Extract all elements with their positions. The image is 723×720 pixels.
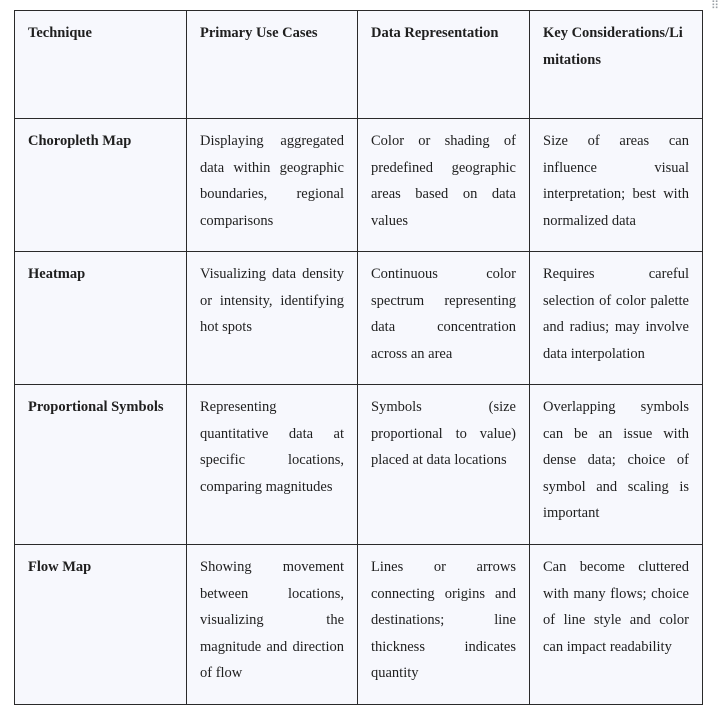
cell-technique: Proportional Symbols [15, 385, 187, 545]
cell-representation: Continuous color spectrum representing data concentration across an area [358, 252, 530, 385]
header-data-representation: Data Representation [358, 11, 530, 119]
table-row [15, 252, 703, 385]
header-technique: Technique [15, 11, 187, 119]
drag-handle-icon[interactable]: ⠿ [710, 0, 719, 12]
cell-representation: Lines or arrows connecting origins and destinations; line thickness indicates quantity [358, 545, 530, 705]
comparison-table [14, 10, 703, 705]
table-row [15, 545, 703, 705]
header-key-considerations: Key Considerations/Limitations [530, 11, 703, 119]
cell-use-cases: Representing quantitative data at specific locations, comparing magnitudes [187, 385, 358, 545]
cell-technique: Flow Map [15, 545, 187, 705]
cell-considerations: Overlapping symbols can be an issue with dense data; choice of symbol and scaling is important [530, 385, 703, 545]
cell-technique: Choropleth Map [15, 119, 187, 252]
comparison-table-container [14, 10, 702, 705]
table-header-row [15, 11, 703, 119]
table-row [15, 119, 703, 252]
cell-use-cases: Displaying aggregated data within geographic boundaries, regional comparisons [187, 119, 358, 252]
cell-representation: Color or shading of predefined geographic areas based on data values [358, 119, 530, 252]
header-primary-use-cases: Primary Use Cases [187, 11, 358, 119]
cell-use-cases: Visualizing data density or intensity, identifying hot spots [187, 252, 358, 385]
cell-technique: Heatmap [15, 252, 187, 385]
cell-considerations: Size of areas can influence visual interpretation; best with normalized data [530, 119, 703, 252]
cell-representation: Symbols (size proportional to value) placed at data locations [358, 385, 530, 545]
cell-use-cases: Showing movement between locations, visualizing the magnitude and direction of flow [187, 545, 358, 705]
cell-considerations: Can become cluttered with many flows; choice of line style and color can impact readability [530, 545, 703, 705]
cell-considerations: Requires careful selection of color palette and radius; may involve data interpolation [530, 252, 703, 385]
table-row [15, 385, 703, 545]
